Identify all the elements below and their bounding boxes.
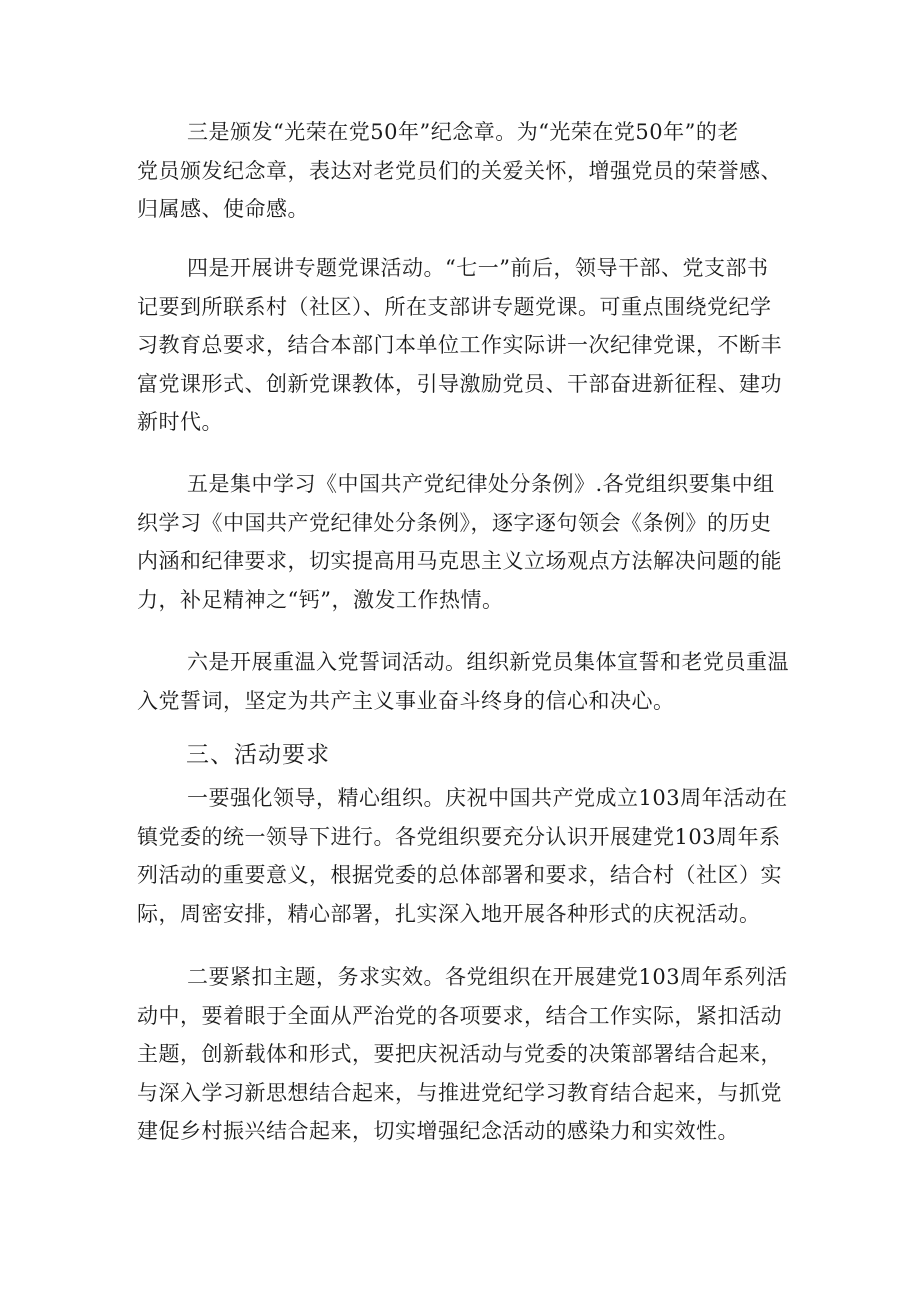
paragraph-line: 建促乡村振兴结合起来，切实增强纪念活动的感染力和实效性。: [137, 1119, 739, 1143]
paragraph-line: 动中，要着眼于全面从严治党的各项要求，结合工作实际，紧扣活动: [137, 1003, 782, 1028]
paragraph-line: 党员颁发纪念章，表达对老党员们的关爱关怀，增强党员的荣誉感、: [137, 158, 782, 183]
paragraph-line: 二要紧扣主题，务求实效。各党组织在开展建党103周年系列活: [187, 965, 788, 989]
paragraph-line: 列活动的重要意义，根据党委的总体部署和要求，结合村（社区）实: [137, 863, 782, 887]
paragraph-line: 织学习《中国共产党纪律处分条例》，逐字逐句领会《条例》的历史: [137, 510, 772, 535]
paragraph-award-commemorative-medal: [137, 113, 787, 229]
paragraph-line: 五是集中学习《中国共产党纪律处分条例》.各党组织要集中组: [187, 472, 775, 496]
paragraph-line: 际，周密安排，精心部署，扎实深入地开展各种形式的庆祝活动。: [137, 901, 761, 926]
paragraph-line: 四是开展讲专题党课活动。“七一”前后，领导干部、党支部书: [187, 256, 769, 280]
paragraph-line: 镇党委的统一领导下进行。各党组织要充分认识开展建党103周年系: [137, 824, 781, 849]
paragraph-oath-review: [137, 643, 787, 720]
paragraph-line: 归属感、使命感。: [137, 197, 309, 221]
paragraph-line: 新时代。: [137, 410, 223, 434]
paragraph-line: 一要强化领导，精心组织。庆祝中国共产党成立103周年活动在: [187, 786, 788, 810]
paragraph-party-lecture: [137, 249, 787, 442]
paragraph-line: 内涵和纪律要求，切实提高用马克思主义立场观点方法解决问题的能: [137, 549, 782, 573]
paragraph-focus-theme: [137, 958, 787, 1151]
paragraph-line: 入党誓词，坚定为共产主义事业奋斗终身的信心和决心。: [137, 688, 675, 713]
paragraph-line: 记要到所联系村（社区）、所在支部讲专题党课。可重点围绕党纪学: [137, 294, 772, 319]
paragraph-line: 与深入学习新思想结合起来，与推进党纪学习教育结合起来，与抓党: [137, 1080, 782, 1105]
paragraph-line: 三是颁发“光荣在党50年”纪念章。为“光荣在党50年”的老: [187, 120, 739, 144]
paragraph-line: 习教育总要求，结合本部门本单位工作实际讲一次纪律党课，不断丰: [137, 333, 782, 357]
section-heading: 三、活动要求: [186, 742, 330, 768]
paragraph-line: 主题，创新载体和形式，要把庆祝活动与党委的决策部署结合起来，: [137, 1042, 782, 1066]
paragraph-line: 力，补足精神之“钙”，激发工作热情。: [137, 587, 504, 612]
paragraph-line: 富党课形式、创新党课教体，引导激励党员、干部奋进新征程、建功: [137, 371, 782, 396]
paragraph-line: 六是开展重温入党誓词活动。组织新党员集体宣誓和老党员重温: [187, 650, 789, 674]
paragraph-strengthen-leadership: [137, 779, 787, 933]
paragraph-study-regulations: [137, 465, 787, 619]
